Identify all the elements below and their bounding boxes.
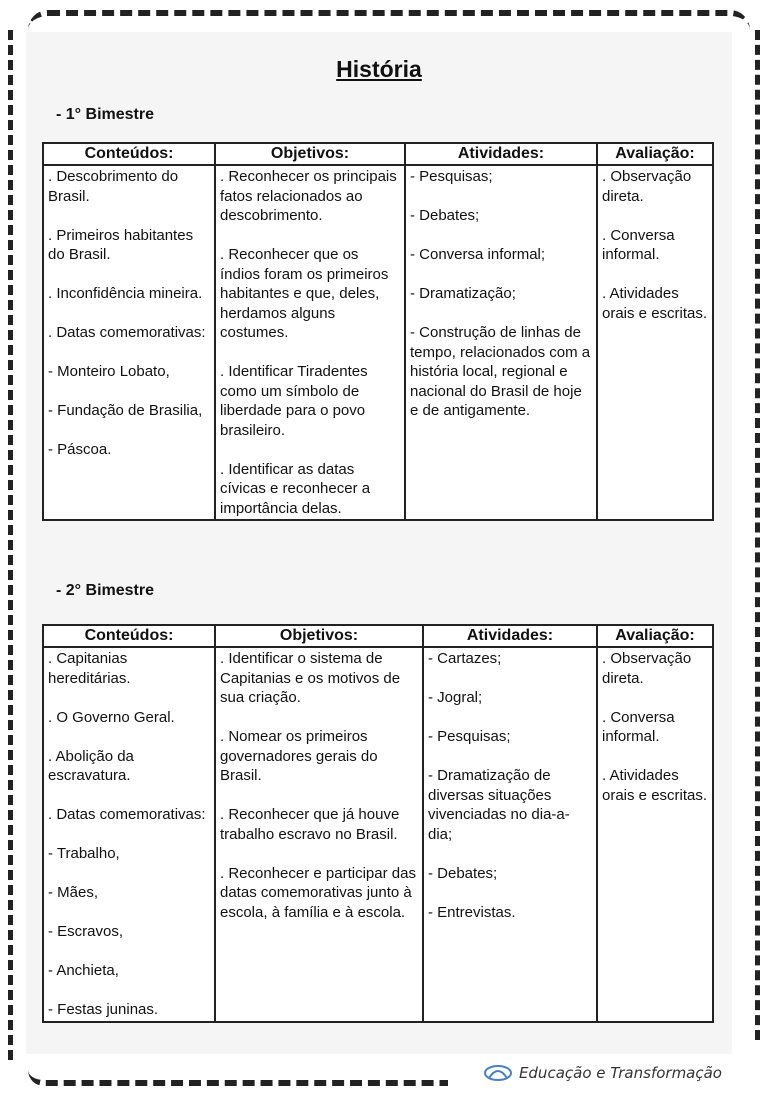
cell-item: . Reconhecer e participar das datas comemorativas junto à escola, à família e à escola. — [220, 864, 416, 921]
table-row — [43, 647, 713, 1022]
cell-item: . Identificar o sistema de Capitanias e os motivos de sua criação. — [220, 650, 401, 706]
section-heading-2: - 2° Bimestre — [56, 582, 154, 599]
column-header-atividades: Atividades: — [423, 625, 597, 647]
column-header-atividades: Atividades: — [405, 143, 597, 165]
atividades-cell — [423, 647, 597, 1022]
cell-item: . Conversa informal. — [602, 226, 675, 263]
column-header-conteudos: Conteúdos: — [43, 143, 215, 165]
objetivos-cell — [215, 165, 405, 520]
cell-item: - Trabalho, — [48, 845, 120, 862]
section-heading-1: - 1° Bimestre — [56, 106, 154, 123]
cell-item: - Construção de linhas de tempo, relacionados com a história local, regional e nacional do Brasil de hoje e de antigamente. — [410, 324, 591, 419]
brand-logo-icon — [483, 1062, 513, 1084]
cell-item: . Primeiros habitantes do Brasil. — [48, 226, 194, 263]
cell-item: - Páscoa. — [48, 441, 112, 458]
brand-name: Educação e Transformação — [518, 1064, 722, 1082]
cell-item: - Jogral; — [428, 689, 483, 706]
cell-item: . Inconfidência mineira. — [48, 285, 203, 302]
cell-item: . Datas comemorativas: — [48, 806, 206, 823]
cell-item: - Anchieta, — [48, 962, 119, 979]
dashed-border-top — [28, 10, 750, 30]
cell-item: . Descobrimento do Brasil. — [48, 168, 179, 205]
avaliacao-cell — [597, 165, 713, 520]
objetivos-cell — [215, 647, 423, 1022]
column-header-objetivos: Objetivos: — [215, 143, 405, 165]
table-header-row — [43, 143, 713, 165]
cell-item: . Reconhecer que já houve trabalho escravo no Brasil. — [220, 806, 400, 843]
column-header-avaliacao: Avaliação: — [597, 143, 713, 165]
brand-watermark — [483, 1062, 722, 1084]
cell-item: . Conversa informal. — [602, 708, 675, 745]
cell-item: - Fundação de Brasilia, — [48, 402, 203, 419]
cell-item: . Nomear os primeiros governadores gerais do Brasil. — [220, 728, 378, 784]
cell-item: - Entrevistas. — [428, 903, 516, 921]
column-header-avaliacao: Avaliação: — [597, 625, 713, 647]
cell-item: - Conversa informal; — [410, 246, 546, 263]
cell-item: - Debates; — [410, 207, 480, 224]
lesson-plan-table-2 — [42, 624, 714, 1023]
cell-item: . Datas comemorativas: — [48, 324, 206, 341]
cell-item: - Pesquisas; — [428, 728, 511, 745]
atividades-cell — [405, 165, 597, 520]
cell-item: - Escravos, — [48, 923, 124, 940]
cell-item: . Observação direta. — [602, 168, 692, 205]
cell-item: . Abolição da escravatura. — [48, 747, 134, 784]
dashed-border-bottom — [28, 1070, 448, 1086]
cell-item: - Dramatização de diversas situações vivenciadas no dia-a-dia; — [428, 767, 570, 843]
page-title: História — [336, 56, 422, 82]
column-header-objetivos: Objetivos: — [215, 625, 423, 647]
column-header-conteudos: Conteúdos: — [43, 625, 215, 647]
cell-item: - Cartazes; — [428, 650, 502, 667]
cell-item: . Capitanias hereditárias. — [48, 650, 131, 687]
avaliacao-cell — [597, 647, 713, 1022]
cell-item: - Festas juninas. — [48, 1001, 159, 1018]
cell-item: . O Governo Geral. — [48, 708, 175, 726]
cell-item: . Identificar Tiradentes como um símbolo de liberdade para o povo brasileiro. — [220, 363, 368, 439]
cell-item: . Observação direta. — [602, 650, 692, 687]
cell-item: - Mães, — [48, 884, 99, 901]
worksheet-page — [26, 32, 732, 1054]
cell-item: . Identificar as datas cívicas e reconhecer a importância delas. — [220, 460, 371, 517]
cell-item: . Reconhecer que os índios foram os primeiros habitantes e que, deles, herdamos alguns costumes. — [220, 246, 389, 341]
conteudos-cell — [43, 647, 215, 1022]
table-header-row — [43, 625, 713, 647]
cell-item: . Atividades orais e escritas. — [602, 767, 708, 804]
cell-item: - Pesquisas; — [410, 168, 493, 185]
cell-item: - Dramatização; — [410, 285, 516, 302]
lesson-plan-table-1 — [42, 142, 714, 521]
cell-item: - Monteiro Lobato, — [48, 363, 170, 380]
dashed-border-right — [749, 30, 760, 1040]
table-row — [43, 165, 713, 520]
conteudos-cell — [43, 165, 215, 520]
dashed-border-left — [8, 30, 19, 1060]
cell-item: . Reconhecer os principais fatos relacionados ao descobrimento. — [220, 168, 397, 224]
cell-item: - Debates; — [428, 864, 498, 882]
cell-item: . Atividades orais e escritas. — [602, 285, 708, 322]
